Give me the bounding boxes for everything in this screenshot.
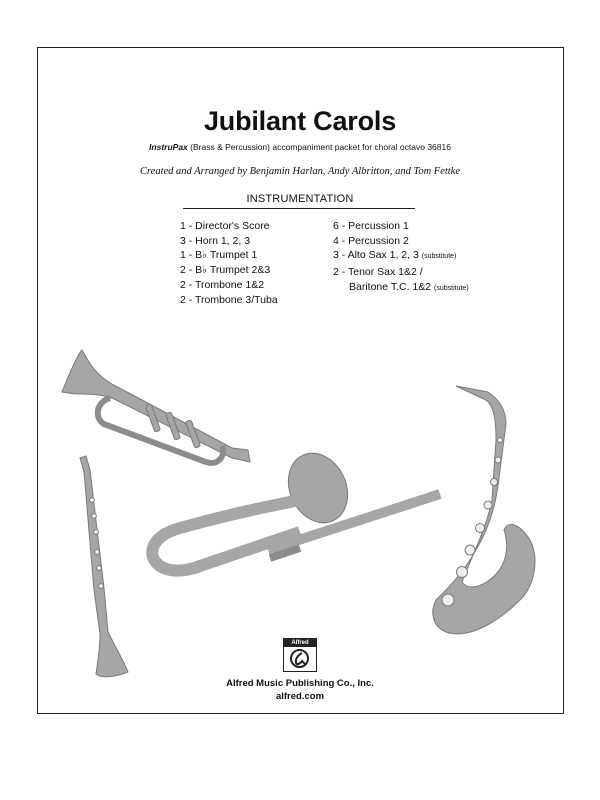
alfred-logo (283, 638, 317, 672)
trumpet-icon (62, 350, 250, 463)
credits-line: Created and Arranged by Benjamin Harlan, Andy Albritton, and Tom Fettke (139, 166, 461, 177)
instrumentation-heading: INSTRUMENTATION (246, 193, 354, 205)
subtitle-text: (Brass & Percussion) accompaniment packet for choral octavo 36816 (187, 142, 451, 152)
substitute-note: (substitute) (421, 253, 457, 261)
instrument-item: 6 - Percussion 1 (333, 220, 409, 232)
instrument-item: 4 - Percussion 2 (333, 234, 409, 247)
instrument-item: 2 - Trombone 1&2 (180, 278, 265, 291)
publisher-url: alfred.com (275, 691, 325, 702)
clarinet-icon (80, 456, 128, 677)
publisher-name: Alfred Music Publishing Co., Inc. (226, 678, 374, 689)
brand-name: InstruPax (149, 142, 188, 152)
substitute-note: (substitute) (434, 284, 469, 292)
instrument-item-label: Baritone T.C. 1&2 (349, 280, 432, 293)
instrument-item: 2 - Trombone 3/Tuba (180, 293, 278, 306)
instrument-item: 1 - B♭ Trumpet 1 (180, 249, 258, 262)
logo-label: Alfred (284, 639, 316, 647)
saxophone-icon (433, 386, 535, 634)
page-title: Jubilant Carols (203, 106, 397, 136)
instrument-item: 2 - Tenor Sax 1&2 / (333, 266, 423, 279)
logo-emblem-icon (284, 647, 315, 670)
instrument-item: 1 - Director's Score (180, 220, 270, 232)
instrument-item: 2 - B♭ Trumpet 2&3 (180, 264, 271, 277)
instrument-item-label: 3 - Alto Sax 1, 2, 3 (333, 249, 419, 262)
trombone-icon (152, 444, 440, 571)
instrument-item: 3 - Horn 1, 2, 3 (180, 234, 251, 247)
